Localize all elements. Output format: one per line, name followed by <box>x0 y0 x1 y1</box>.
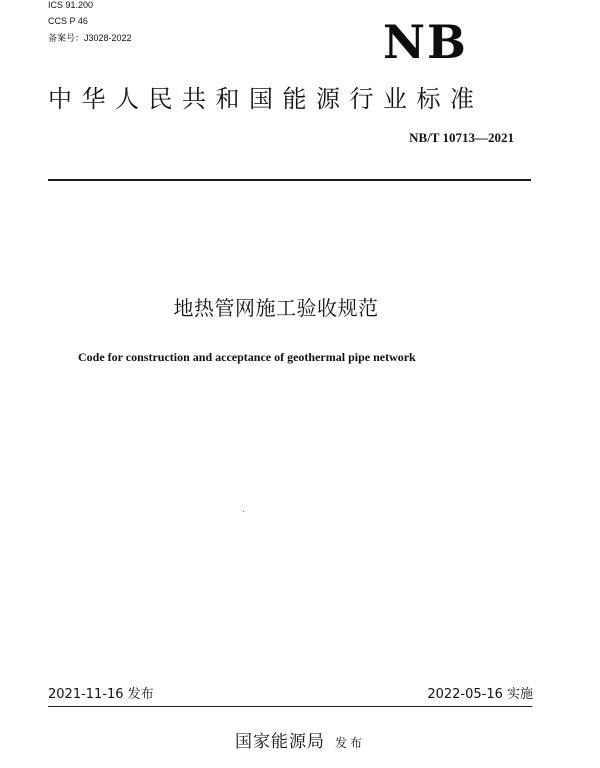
publisher-line <box>0 731 600 754</box>
publisher-name: 国家能源局 <box>234 732 325 752</box>
publisher-action: 发布 <box>334 736 365 750</box>
document-title-english: Code for construction and acceptance of geothermal pipe network <box>78 350 416 364</box>
standard-number: NB/T 10713—2021 <box>409 130 514 145</box>
bottom-divider <box>48 706 532 707</box>
record-number: 备案号：J3028-2022 <box>48 33 132 43</box>
scan-speck <box>243 511 244 512</box>
document-title-chinese: 地热管网施工验收规范 <box>173 296 379 320</box>
standard-type-heading: 中华人民共和国能源行业标准 <box>48 85 484 113</box>
implementation-date: 2022-05-16 实施 <box>427 687 533 702</box>
ics-code: ICS 91.200 <box>48 0 94 10</box>
nb-logo: NB <box>383 15 468 69</box>
ccs-code: CCS P 46 <box>48 16 88 26</box>
issue-date: 2021-11-16 发布 <box>48 687 154 702</box>
top-divider <box>48 179 531 181</box>
